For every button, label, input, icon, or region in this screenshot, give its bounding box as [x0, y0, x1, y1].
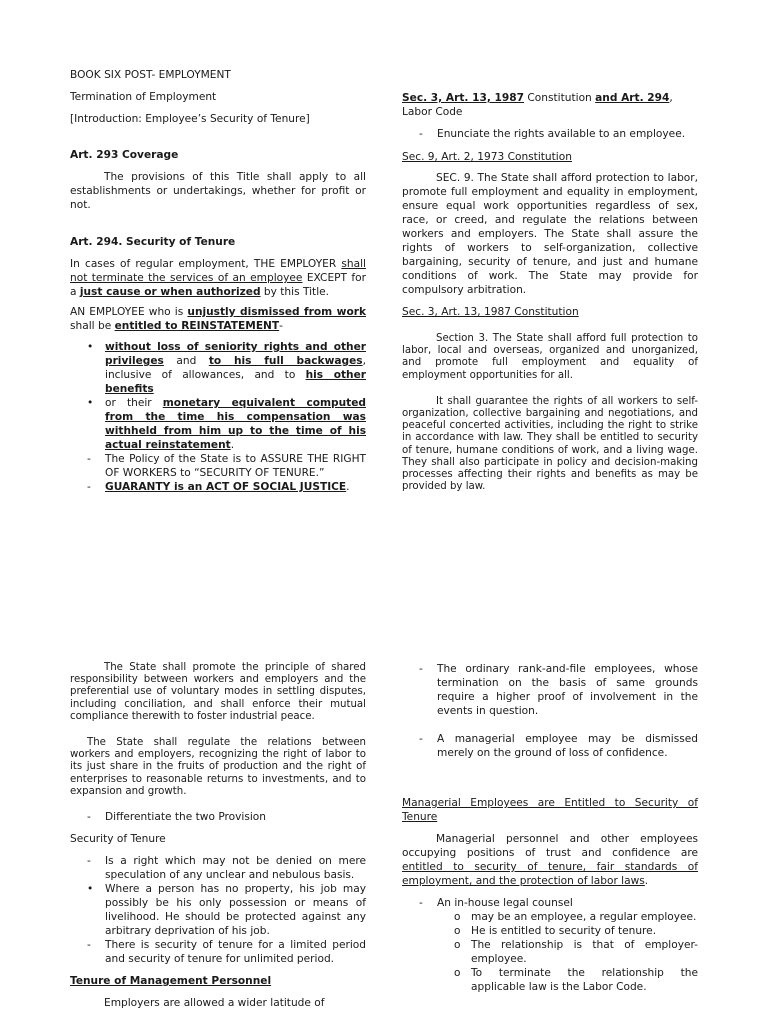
left-bottom-column	[70, 662, 366, 1010]
list-item	[70, 882, 366, 938]
sub-list-item	[402, 924, 698, 938]
text-run: .	[644, 875, 649, 887]
sub-list-item	[402, 938, 698, 966]
text-run: .	[346, 481, 350, 493]
list-item	[70, 810, 366, 824]
sec3-paragraph-1: Section 3. The State shall afford full protection to labor, local and overseas, organized and unorganized, and promote full employment and equality of employment opportunities for all.	[402, 333, 698, 381]
art293-heading: Art. 293 Coverage	[70, 149, 179, 161]
list-item	[70, 480, 366, 494]
text-run: , inclusive of allowances, and to	[105, 355, 366, 381]
text-run-bold-underlined: just cause or when authorized	[79, 286, 261, 298]
dash-icon: -	[87, 855, 91, 868]
text-run: The relationship is that of employer-employee.	[471, 939, 698, 965]
circle-bullet-icon: o	[454, 911, 461, 923]
list-item	[402, 896, 698, 910]
list-item	[70, 854, 366, 882]
list-item	[70, 938, 366, 966]
art294-heading: Art. 294. Security of Tenure	[70, 236, 236, 248]
dash-icon: -	[419, 733, 423, 745]
list-item	[402, 732, 698, 760]
text-run-bold-underlined: entitled to REINSTATEMENT	[114, 320, 280, 332]
text-run: AN EMPLOYEE who is	[70, 306, 188, 318]
managerial-employees-heading: Managerial Employees are Entitled to Security of Tenure	[402, 797, 698, 823]
shared-responsibility-paragraph: The State shall promote the principle of shared responsibility between workers and employers and the preferential use of voluntary modes in settling disputes, including conciliation, and shall enforce their mutual compliance therewith to foster industrial peace.	[70, 662, 366, 722]
text-run: by this Title.	[260, 286, 330, 298]
sec3-paragraph-2: It shall guarantee the rights of all workers to self-organization, collective bargaining and negotiations, and peaceful concerted activities, including the right to strike in accordance with law. They shall be entitled to security of tenure, humane conditions of work, and a living wage. They shall also participate in policy and decision-making processes affecting their rights and benefits as may be provided by law.	[402, 395, 698, 493]
text-run-bold-underlined: and Art. 294	[595, 92, 670, 104]
circle-bullet-icon: o	[454, 939, 461, 951]
bullet-icon: •	[87, 397, 94, 409]
managerial-employees-text	[402, 832, 698, 888]
text-run: The Policy of the State is to ASSURE THE RIGHT OF WORKERS to “SECURITY OF TENURE.”	[105, 453, 366, 479]
bullet-icon: •	[87, 883, 94, 896]
text-run-bold-underlined: his other benefits	[105, 369, 366, 395]
dash-icon: -	[419, 897, 423, 909]
list-item	[70, 340, 366, 396]
list-item	[402, 662, 698, 718]
reinstatement-list	[70, 340, 366, 494]
state-principles	[70, 662, 366, 798]
text-run: Managerial personnel and other employees occupying positions of trust and confidence are	[402, 833, 698, 859]
dash-icon: -	[87, 811, 91, 824]
termination-heading: Termination of Employment	[70, 91, 217, 103]
art294-paragraph-2	[70, 305, 366, 333]
text-run-bold-underlined: to his full backwages	[208, 355, 363, 367]
security-of-tenure-list	[70, 854, 366, 966]
text-run-underlined: shall not terminate the services of an employee	[70, 258, 366, 284]
constitution-heading	[402, 91, 698, 119]
text-run-bold-underlined: GUARANTY is an ACT OF SOCIAL JUSTICE	[105, 481, 347, 493]
text-run: , Labor Code	[402, 92, 673, 118]
text-run: -	[279, 320, 283, 332]
list-item	[70, 452, 366, 480]
text-run: Where a person has no property, his job may possibly be his only possession or means of livelihood. He should be protected against any arbitrary deprivation of his job.	[105, 883, 366, 938]
book-title: BOOK SIX POST- EMPLOYMENT	[70, 69, 231, 81]
text-run: Differentiate the two Provision	[105, 811, 266, 824]
text-run: and	[163, 355, 209, 367]
right-top-column	[402, 91, 698, 493]
sec3-body	[402, 333, 698, 493]
text-run: Is a right which may not be denied on mere speculation of any unclear and nebulous basis.	[105, 855, 366, 882]
employee-comparison-list	[402, 662, 698, 760]
differentiate-list	[70, 810, 366, 824]
circle-bullet-icon: o	[454, 967, 461, 979]
in-house-counsel-list	[402, 896, 698, 994]
text-run: A managerial employee may be dismissed merely on the ground of loss of confidence.	[437, 733, 698, 759]
right-bottom-column	[402, 662, 698, 994]
text-run: The ordinary rank-and-file employees, whose termination on the basis of same grounds require a higher proof of involvement in the events in question.	[437, 663, 698, 717]
tenure-management-text: Employers are allowed a wider latitude of	[104, 997, 325, 1010]
text-run: To terminate the relationship the applicable law is the Labor Code.	[471, 967, 698, 993]
text-run: Constitution	[524, 92, 596, 104]
sec3-heading: Sec. 3, Art. 13, 1987 Constitution	[402, 306, 579, 318]
dash-icon: -	[87, 453, 91, 465]
text-run: He is entitled to security of tenure.	[471, 925, 657, 937]
enunciate-list	[402, 127, 698, 141]
sub-list-item	[402, 966, 698, 994]
text-run-bold-underlined: without loss of seniority rights and other privileges	[105, 341, 366, 367]
text-run-bold-underlined: Sec. 3, Art. 13, 1987	[402, 92, 525, 104]
list-item	[402, 127, 698, 141]
tenure-management-heading: Tenure of Management Personnel	[70, 975, 272, 988]
dash-icon: -	[87, 481, 91, 493]
art294-paragraph-1	[70, 257, 366, 299]
text-run: An in-house legal counsel	[437, 897, 573, 909]
text-run-bold-underlined: unjustly dismissed from work	[187, 306, 366, 318]
text-run: There is security of tenure for a limited period and security of tenure for unlimited period.	[105, 939, 366, 966]
text-run: .	[230, 439, 235, 451]
left-top-column	[70, 68, 366, 494]
text-run: shall be	[70, 320, 115, 332]
text-run: Enunciate the rights available to an employee.	[437, 128, 686, 140]
list-item	[70, 396, 366, 452]
art293-text: The provisions of this Title shall apply to all establishments or undertakings, whether for profit or not.	[70, 171, 366, 211]
text-run: EXCEPT for a	[70, 272, 366, 298]
sec9-text: SEC. 9. The State shall afford protection to labor, promote full employment and equality in employment, ensure equal work opportunities regardless of sex, race, or creed, and regulate the relations between workers and employers. The State shall assure the rights of workers to self-organization, collective bargaining, security of tenure, and just and humane conditions of work. The State may provide for compulsory arbitration.	[402, 172, 698, 296]
text-run: may be an employee, a regular employee.	[471, 911, 697, 923]
circle-bullet-icon: o	[454, 925, 461, 937]
introduction-line: [Introduction: Employee’s Security of Tenure]	[70, 113, 310, 125]
text-run-bold-underlined: monetary equivalent computed from the time his compensation was withheld from him up to the time of his actual reinstatement	[105, 397, 366, 451]
dash-icon: -	[419, 663, 423, 675]
dash-icon: -	[419, 128, 423, 140]
sub-list-item	[402, 910, 698, 924]
dash-icon: -	[87, 939, 91, 952]
security-of-tenure-heading: Security of Tenure	[70, 833, 166, 846]
text-run-underlined: entitled to security of tenure, fair standards of employment, and the protection of labor laws	[402, 861, 698, 887]
text-run: or their	[105, 397, 163, 409]
regulate-relations-paragraph: The State shall regulate the relations between workers and employers, recognizing the right of labor to its just share in the fruits of production and the right of enterprises to reasonable returns to investments, and to expansion and growth.	[70, 737, 366, 797]
bullet-icon: •	[87, 341, 94, 353]
text-run: In cases of regular employment, THE EMPLOYER	[70, 258, 342, 270]
sec9-heading: Sec. 9, Art. 2, 1973 Constitution	[402, 151, 572, 163]
